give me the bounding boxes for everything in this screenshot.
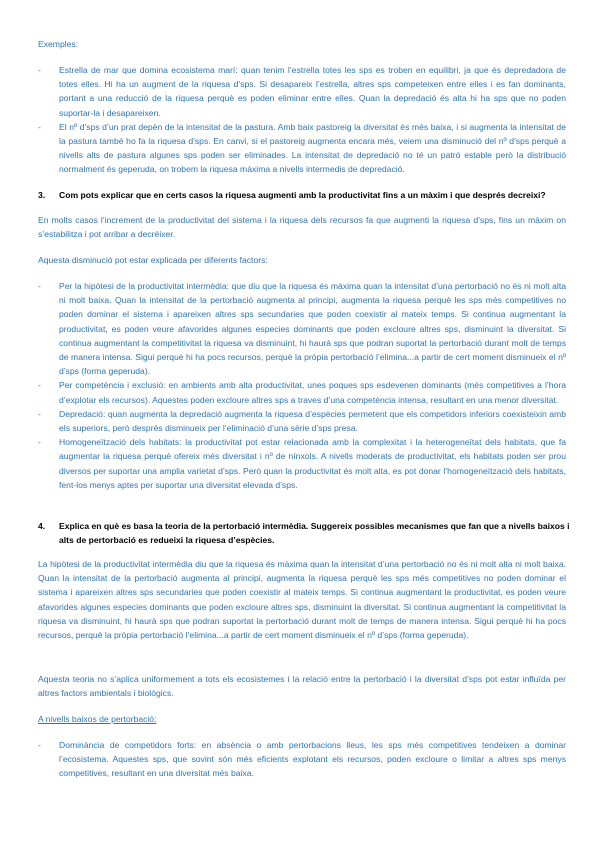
list-item (38, 435, 566, 492)
bullet-dash: - (38, 437, 41, 448)
bullet-dash: - (38, 281, 41, 291)
list-item-text: Dominància de competidors forts: en absència o amb pertorbacions lleus, les sps més competitives tendeixen a dominar l’ecosistema. Aquestes sps, que sovint són més eficients explotant els recursos, poden excloure o limitar a altres sps menys competitives, resultant en una diversitat més baixa. (59, 740, 566, 779)
list-item-text: Depredació: quan augmenta la depredació augmenta la riquesa d’espècies permetent que els competidors inferiors coexisteixin amb els superiors, però després disminueix per l’eliminació d’una sèrie d’sps presa. (59, 408, 566, 434)
question-number: 4. (38, 521, 46, 531)
q4-answer-2: Aquesta teoria no s’aplica uniformement a tots els ecosistemes i la relació entre la pertorbació i la diversitat d’sps pot estar influïda per altres factors ambientals i biològics. (38, 674, 566, 699)
exemples-heading: Exemples: (38, 39, 79, 49)
bullet-dash: - (38, 740, 41, 750)
question-number: 3. (38, 190, 46, 200)
bullet-dash: - (38, 121, 41, 132)
q3-factors-intro: Aquesta disminució pot estar explicada per diferents factors: (38, 255, 268, 265)
question-text: Com pots explicar que en certs casos la riquesa augmenti amb la productivitat fins a un màxim i que després decreixi? (59, 190, 546, 200)
list-item (38, 279, 566, 378)
list-item (38, 63, 566, 120)
q3-answer: En molts casos l’increment de la productivitat del sistema i la riquesa dels recursos fa que augmenti la riquesa d’sps, fins un màxim on s’estabilitza i pot arribar a decréixer. (38, 215, 566, 240)
bullet-dash: - (38, 380, 41, 391)
question-text: Explica en què es basa la teoria de la pertorbació intermèdia. Suggereix possibles mecanismes que fan que a nivells baixos i alts de pertorbació es redueixi la riquesa d’espècies. (59, 521, 570, 546)
q3-factors-list (38, 279, 566, 492)
list-item (38, 378, 566, 406)
low-disturbance-heading: A nivells baixos de pertorbació: (38, 714, 157, 724)
q4-answer-1: La hipòtesi de la productivitat intermèdia diu que la riquesa és màxima quan la intensitat d’una pertorbació no és ni molt alta ni molt baixa. Quan la intensitat de la pertorbació augmenta al principi, augmenta la riquesa perquè les sps més competitives no poden dominar el sistema i apareixen altres sps secundaries que poden coexistir al mateix temps. Si continua augmentant la productivitat, es poden veure afavorides algunes especies dominants que poden excloure altres sps, disminuint la diversitat. Si continua augmentant la competitivitat la riquesa va disminuint, hi haurà sps que podran suportat la pertorbació durant molt de temps de manera intensa. Sigui perquè hi ha pocs recursos, perquè la pròpia pertorbació l’elimina...a partir de cert moment disminueix el nº d’sps (forma geperuda). (38, 559, 566, 641)
list-item-text: Estrella de mar que domina ecosistema marí: quan tenim l’estrella totes les sps es troben en equilibri, ja que és depredadora de totes elles. Hi ha un augment de la riquesa d’sps. Si desapareix l’estrella, altres sps competeixen entre elles i es fan dominants, portant a una reducció de la riquesa perquè es poden eliminar entre elles. Quan la depredació és alta hi ha sps que no poden suportar-la i desapareixen. (59, 65, 566, 118)
list-item-text: Per la hipòtesi de la productivitat intermèdia: que diu que la riquesa és màxima quan la intensitat d’una pertorbació no és ni molt alta ni molt baixa. Quan la intensitat de la pertorbació augmenta al principi, augmenta la riquesa perquè les sps més competitives no poden dominar el sistema i apareixen altres sps secundaries que poden coexistir al mateix temps. Si continua augmentant la productivitat, es poden veure afavorides algunes especies dominants que poden excloure altres sps, disminuint la diversitat. Si continua augmentant la competitivitat la riquesa va disminuint, hi haurà sps que podran suportat la pertorbació durant molt de temps de manera intensa. Sigui perquè hi ha pocs recursos, perquè la pròpia pertorbació l’elimina...a partir de cert moment disminueix el nº d’sps (forma geperuda). (59, 281, 566, 377)
list-item (38, 120, 566, 177)
list-item (38, 738, 566, 781)
list-item-text: El nº d’sps d’un prat depèn de la intensitat de la pastura. Amb baix pastoreig la diversitat és més baixa, i si augmenta la intensitat de la pastura també ho fa la riquesa d’sps. En canvi, si el pastoreig augmenta encara més, veiem una disminució del nº d’sps perquè a nivells alts de pastura algunes sps poden ser eliminades. La intensitat de depredació no té un patró estable però la distribució normalment és geperuda, on trobem la riquesa màxima a nivells intermedis de depredació. (59, 121, 566, 175)
list-item-text: Per competència i exclusió: en ambients amb alta productivitat, unes poques sps esdevenen dominants (més competitives a l’hora d’explotar els recursos). Aquestes poden excloure altres sps a traves d’una competència intensa, resultant en una menor diversitat. (59, 380, 566, 405)
question-4 (38, 519, 570, 547)
bullet-dash: - (38, 65, 41, 75)
bullet-dash: - (38, 408, 41, 419)
exemples-list (38, 63, 566, 177)
list-item (38, 407, 566, 435)
list-item-text: Homogeneïtzació dels habitats: la productivitat pot estar relacionada amb la complexitat i la heterogeneïtat dels habitats, que fa augmentar la riquesa perquè ofereix més diversitat i nº de nínxols. A nivells moderats de productivitat, els habitats poden ser prou diversos per suportar una amplia varietat d’sps. Però quan la productivitat és molt alta, es pot donar l’homogeneïtzació dels habitats, fent-los menys aptes per suportar una diversitat elevada d’sps. (59, 437, 566, 490)
low-disturbance-list (38, 738, 566, 781)
question-3 (38, 188, 570, 202)
